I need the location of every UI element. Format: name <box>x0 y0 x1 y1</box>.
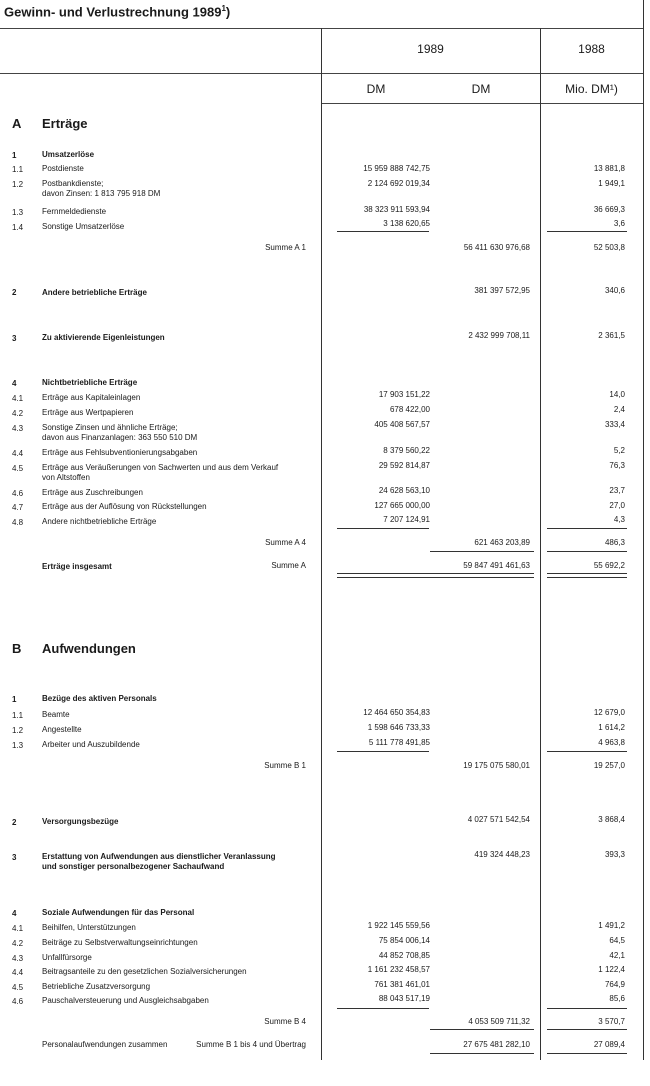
b4-item-prev: 42,1 <box>609 951 625 960</box>
a1-sum-prev: 52 503,8 <box>593 243 625 252</box>
a1-item-num: 1.1 <box>12 165 24 174</box>
a4-item-num: 4.4 <box>12 449 24 458</box>
a2-value: 381 397 572,95 <box>474 286 530 295</box>
b4-item-num: 4.6 <box>12 997 24 1006</box>
header-year-current: 1989 <box>417 42 444 56</box>
a1-item-num: 1.2 <box>12 180 24 189</box>
a4-item-label: Erträge aus Wertpapieren <box>42 408 134 417</box>
b4-item-label: Beitragsanteile zu den gesetzlichen Sozialversicherungen <box>42 967 247 976</box>
a-total-double-rule-prev <box>547 573 627 578</box>
a4-num: 4 <box>12 379 17 388</box>
document-title <box>4 4 230 19</box>
b4-sum-value: 4 053 509 711,32 <box>468 1017 530 1026</box>
a2-num: 2 <box>12 288 17 297</box>
a1-subtotal-rule-prev <box>547 231 627 232</box>
a4-item-num: 4.2 <box>12 409 24 418</box>
b3-prev: 393,3 <box>604 850 625 859</box>
a4-item-value: 24 628 563,10 <box>378 486 430 495</box>
table-right-border <box>643 0 644 1060</box>
a1-item-prev: 3,6 <box>613 219 625 228</box>
b4-item-value: 44 852 708,85 <box>378 951 430 960</box>
a4-item-num: 4.1 <box>12 394 24 403</box>
column-divider-1988 <box>540 28 541 1060</box>
a4-item-label: Erträge aus Veräußerungen von Sachwerten und aus dem Verkauf <box>42 463 279 472</box>
a4-item-prev: 27,0 <box>609 501 625 510</box>
a4-sum-rule-prev <box>547 551 627 552</box>
b4-item-value: 75 854 006,14 <box>378 936 430 945</box>
a-total-double-rule <box>337 573 534 578</box>
a4-item-label: Sonstige Zinsen und ähnliche Erträge; <box>42 423 178 432</box>
personal-total-prev: 27 089,4 <box>593 1040 625 1049</box>
personal-total-rule <box>430 1053 534 1054</box>
b1-item-label: Beamte <box>42 710 70 719</box>
b1-item-value: 5 111 778 491,85 <box>368 738 430 747</box>
a4-item-value: 127 665 000,00 <box>374 501 430 510</box>
a1-item-prev: 1 949,1 <box>598 179 625 188</box>
b4-item-num: 4.2 <box>12 939 24 948</box>
b3-num: 3 <box>12 853 17 862</box>
section-a-title: Erträge <box>42 116 88 131</box>
a1-num: 1 <box>12 151 17 160</box>
a4-item-label-line2: von Altstoffen <box>42 473 90 482</box>
a4-item-prev: 333,4 <box>604 420 625 429</box>
b1-item-prev: 4 963,8 <box>598 738 625 747</box>
b2-value: 4 027 571 542,54 <box>467 815 530 824</box>
a4-item-value: 29 592 814,87 <box>378 461 430 470</box>
b3-label: Erstattung von Aufwendungen aus dienstlicher Veranlassung <box>42 852 276 861</box>
a4-item-prev: 2,4 <box>613 405 625 414</box>
a1-sum-label: Summe A 1 <box>265 243 306 252</box>
a2-label: Andere betriebliche Erträge <box>42 288 147 297</box>
a-total-prev: 55 692,2 <box>593 561 625 570</box>
personal-total-label: Personalaufwendungen zusammen <box>42 1040 168 1049</box>
a4-item-label: Andere nichtbetriebliche Erträge <box>42 517 157 526</box>
a3-num: 3 <box>12 334 17 343</box>
a3-label: Zu aktivierende Eigenleistungen <box>42 333 165 342</box>
b4-sum-rule-prev <box>547 1029 627 1030</box>
b4-item-value: 88 043 517,19 <box>378 994 430 1003</box>
b4-label: Soziale Aufwendungen für das Personal <box>42 908 195 917</box>
header-unit-total: DM <box>471 82 491 96</box>
a1-item-label: Fernmeldedienste <box>42 207 107 216</box>
a-total-sum-label: Summe A <box>271 561 306 570</box>
a4-item-label: Erträge aus Zuschreibungen <box>42 488 143 497</box>
a4-item-prev: 14,0 <box>609 390 625 399</box>
a4-item-value: 405 408 567,57 <box>374 420 430 429</box>
b2-num: 2 <box>12 818 17 827</box>
b4-item-num: 4.3 <box>12 954 24 963</box>
a4-sum-value: 621 463 203,89 <box>474 538 530 547</box>
a1-item-prev: 36 669,3 <box>593 205 625 214</box>
b4-item-label: Beiträge zu Selbstverwaltungseinrichtungen <box>42 938 198 947</box>
header-rule-bottom <box>321 103 643 104</box>
b1-item-prev: 1 614,2 <box>598 723 625 732</box>
a4-sum-label: Summe A 4 <box>265 538 306 547</box>
a4-item-prev: 5,2 <box>613 446 625 455</box>
b4-item-num: 4.4 <box>12 968 24 977</box>
header-unit-detail: DM <box>366 82 386 96</box>
personal-total-sum-label: Summe B 1 bis 4 und Übertrag <box>196 1040 306 1049</box>
a4-subtotal-rule-prev <box>547 528 627 529</box>
b4-item-value: 1 161 232 458,57 <box>367 965 430 974</box>
b1-item-prev: 12 679,0 <box>593 708 625 717</box>
a-total-value: 59 847 491 461,63 <box>463 561 530 570</box>
b4-item-value: 761 381 461,01 <box>374 980 430 989</box>
a4-item-prev: 76,3 <box>609 461 625 470</box>
a1-item-value: 38 323 911 593,94 <box>363 205 430 214</box>
a1-item-value: 3 138 620,65 <box>383 219 430 228</box>
a4-item-label: Erträge aus Kapitaleinlagen <box>42 393 141 402</box>
a1-item-label: Postbankdienste; <box>42 179 104 188</box>
a1-item-num: 1.4 <box>12 223 24 232</box>
a4-item-value: 7 207 124,91 <box>383 515 430 524</box>
b1-item-num: 1.1 <box>12 711 24 720</box>
a4-label: Nichtbetriebliche Erträge <box>42 378 138 387</box>
b4-item-prev: 1 491,2 <box>598 921 625 930</box>
b4-item-label: Pauschalversteuerung und Ausgleichsabgaben <box>42 996 209 1005</box>
b4-item-prev: 85,6 <box>609 994 625 1003</box>
b3-value: 419 324 448,23 <box>474 850 530 859</box>
personal-total-value: 27 675 481 282,10 <box>463 1040 530 1049</box>
personal-total-rule-prev <box>547 1053 627 1054</box>
a4-item-prev: 4,3 <box>613 515 625 524</box>
a1-item-label: Postdienste <box>42 164 84 173</box>
b1-num: 1 <box>12 695 17 704</box>
b1-sum-prev: 19 257,0 <box>593 761 625 770</box>
section-b-letter: B <box>12 641 22 656</box>
header-unit-previous: Mio. DM¹) <box>565 82 618 96</box>
a1-item-label-line2: davon Zinsen: 1 813 795 918 DM <box>42 189 161 198</box>
a1-item-num: 1.3 <box>12 208 24 217</box>
b1-item-value: 12 464 650 354,83 <box>363 708 430 717</box>
a4-item-label: Erträge aus der Auflösung von Rückstellungen <box>42 502 207 511</box>
b1-item-label: Angestellte <box>42 725 82 734</box>
header-year-previous: 1988 <box>578 42 605 56</box>
b4-item-prev: 1 122,4 <box>598 965 625 974</box>
a1-item-value: 15 959 888 742,75 <box>363 164 430 173</box>
b4-sum-label: Summe B 4 <box>264 1017 306 1026</box>
title-text: Gewinn- und Verlustrechnung 1989 <box>4 4 222 20</box>
a4-sum-rule <box>430 551 534 552</box>
a1-item-value: 2 124 692 019,34 <box>367 179 430 188</box>
a1-item-label: Sonstige Umsatzerlöse <box>42 222 125 231</box>
a4-item-label-line2: davon aus Finanzanlagen: 363 550 510 DM <box>42 433 198 442</box>
a4-item-value: 678 422,00 <box>389 405 430 414</box>
b4-item-num: 4.1 <box>12 924 24 933</box>
a1-item-prev: 13 881,8 <box>593 164 625 173</box>
b1-label: Bezüge des aktiven Personals <box>42 694 157 703</box>
b1-item-num: 1.3 <box>12 741 24 750</box>
b4-sum-prev: 3 570,7 <box>598 1017 625 1026</box>
b4-item-label: Betriebliche Zusatzversorgung <box>42 982 151 991</box>
column-divider-1989 <box>321 28 322 1060</box>
b4-item-label: Beihilfen, Unterstützungen <box>42 923 136 932</box>
b1-sum-value: 19 175 075 580,01 <box>463 761 530 770</box>
a4-item-num: 4.3 <box>12 424 24 433</box>
a4-item-num: 4.6 <box>12 489 24 498</box>
a4-item-num: 4.5 <box>12 464 24 473</box>
a1-label: Umsatzerlöse <box>42 150 95 159</box>
a-total-label: Erträge insgesamt <box>42 562 112 571</box>
b1-subtotal-rule-prev <box>547 751 627 752</box>
b4-item-label: Unfallfürsorge <box>42 953 92 962</box>
a4-item-num: 4.7 <box>12 503 24 512</box>
b3-label-line2: und sonstiger personalbezogener Sachaufwand <box>42 862 225 871</box>
b4-item-prev: 764,9 <box>604 980 625 989</box>
a1-subtotal-rule <box>337 231 429 232</box>
b1-item-value: 1 598 646 733,33 <box>367 723 430 732</box>
a4-item-num: 4.8 <box>12 518 24 527</box>
a4-sum-prev: 486,3 <box>604 538 625 547</box>
a3-prev: 2 361,5 <box>598 331 625 340</box>
b4-item-value: 1 922 145 559,56 <box>367 921 430 930</box>
section-a-letter: A <box>12 116 22 131</box>
b1-item-num: 1.2 <box>12 726 24 735</box>
a4-item-value: 8 379 560,22 <box>383 446 430 455</box>
title-suffix: ) <box>225 4 231 20</box>
a4-subtotal-rule <box>337 528 429 529</box>
a4-item-value: 17 903 151,22 <box>378 390 430 399</box>
b4-sum-rule <box>430 1029 534 1030</box>
b4-num: 4 <box>12 909 17 918</box>
b1-sum-label: Summe B 1 <box>264 761 306 770</box>
a4-item-label: Erträge aus Fehlsubventionierungsabgaben <box>42 448 198 457</box>
b1-subtotal-rule <box>337 751 429 752</box>
b4-item-num: 4.5 <box>12 983 24 992</box>
a3-value: 2 432 999 708,11 <box>468 331 530 340</box>
b1-item-label: Arbeiter und Auszubildende <box>42 740 140 749</box>
b4-subtotal-rule-prev <box>547 1008 627 1009</box>
b4-subtotal-rule <box>337 1008 429 1009</box>
b2-label: Versorgungsbezüge <box>42 817 119 826</box>
b2-prev: 3 868,4 <box>598 815 625 824</box>
title-footnote: 1 <box>221 4 226 13</box>
b4-item-prev: 64,5 <box>609 936 625 945</box>
section-b-title: Aufwendungen <box>42 641 136 656</box>
a1-sum-value: 56 411 630 976,68 <box>463 243 530 252</box>
a4-item-prev: 23,7 <box>609 486 625 495</box>
a2-prev: 340,6 <box>604 286 625 295</box>
